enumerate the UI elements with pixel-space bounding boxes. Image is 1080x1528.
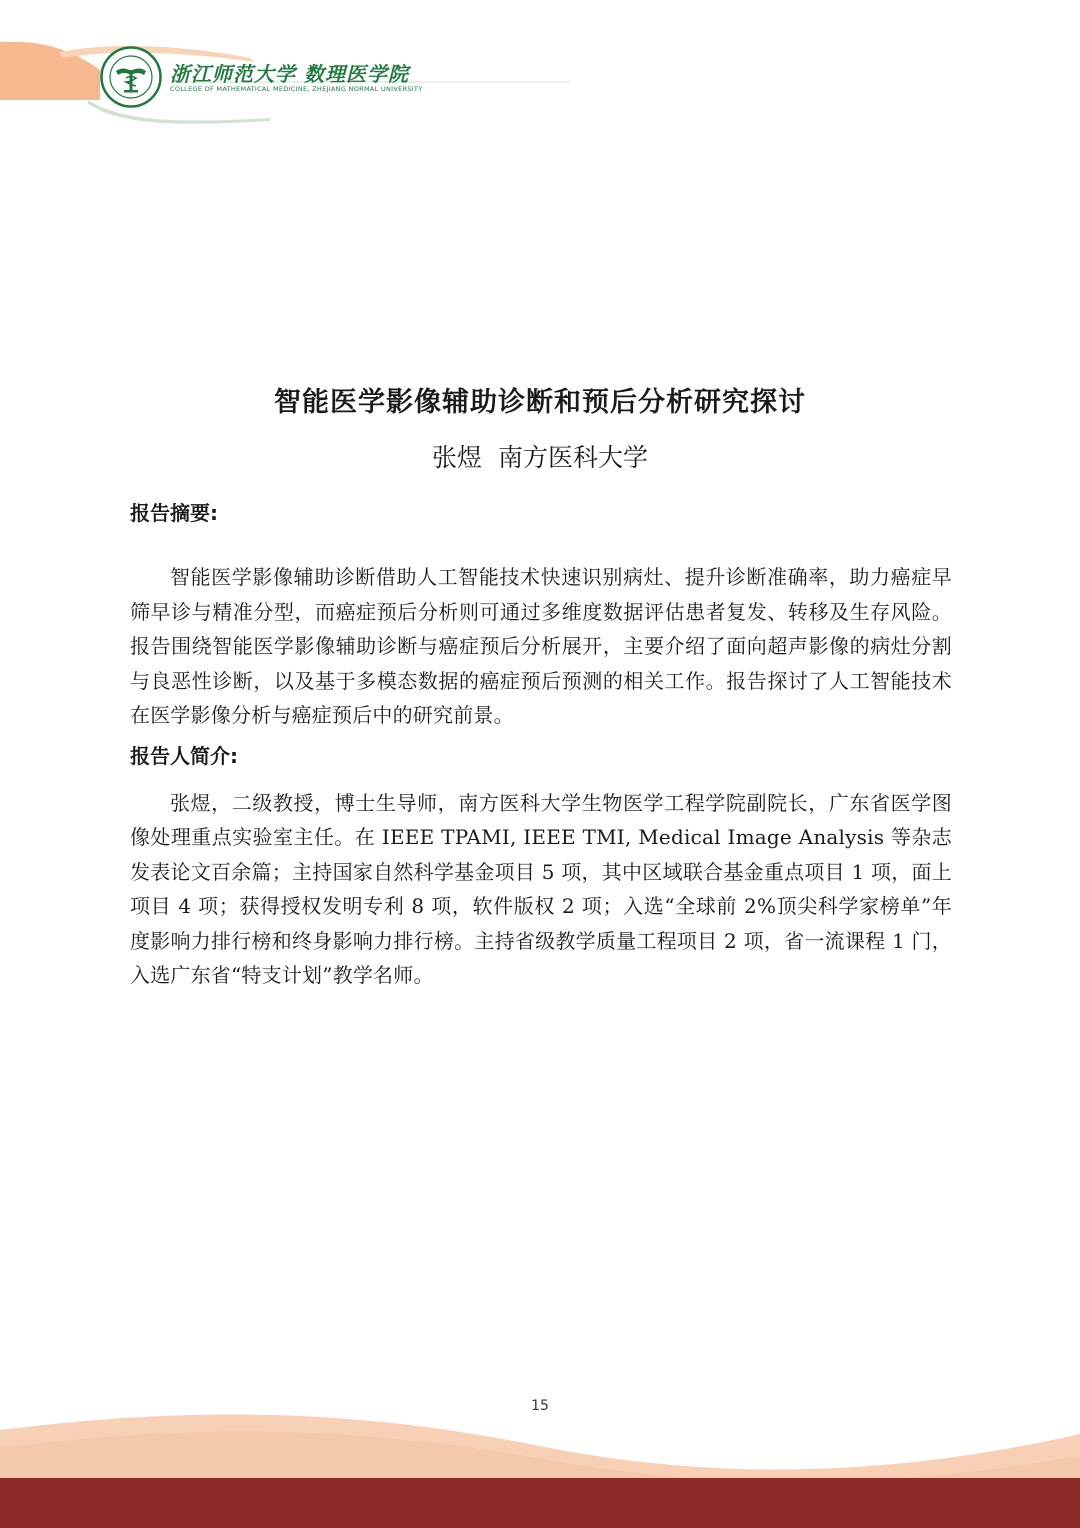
- report-title: 智能医学影像辅助诊断和预后分析研究探讨: [274, 387, 806, 418]
- abstract-text: 智能医学影像辅助诊断借助人工智能技术快速识别病灶、提升诊断准确率，助力癌症早筛早诊与精准分型，而癌症预后分析则可通过多维度数据评估患者复发、转移及生存风险。报告围绕智能医学影像辅助诊断与癌症预后分析展开，主要介绍了面向超声影像的病灶分割与良恶性诊断，以及基于多模态数据的癌症预后预测的相关工作。报告探讨了人工智能技术在医学影像分析与癌症预后中的研究前景。: [130, 565, 952, 727]
- speaker-byline: [0, 438, 1080, 474]
- bio-text: 张煜，二级教授，博士生导师，南方医科大学生物医学工程学院副院长，广东省医学图像处理重点实验室主任。在 IEEE TPAMI, IEEE TMI, Medical Image Analysis 等杂志发表论文百余篇；主持国家自然科学基金项目 5 项，其中区域联合基金重点项目 1 项，面上项目 4 项；获得授权发明专利 8 项，软件版权 2 项；入选“全球前 2%顶尖科学家榜单”年度影响力排行榜和终身影响力排行榜。主持省级教学质量工程项目 2 项，省一流课程 1 门，入选广东省“特支计划”教学名师。: [130, 790, 952, 987]
- speaker-affiliation: 南方医科大学: [498, 443, 649, 472]
- header-decoration: [0, 0, 1080, 140]
- speaker-name: 张煜: [431, 443, 482, 472]
- abstract-heading: 报告摘要:: [130, 501, 218, 525]
- university-seal-icon: [100, 46, 162, 108]
- footer-decoration: [0, 1410, 1080, 1528]
- document-body: [130, 496, 952, 993]
- page-number: 15: [531, 1398, 549, 1414]
- institution-name-en: COLLEGE OF MATHEMATICAL MEDICINE, ZHEJIANG NORMAL UNIVERSITY: [170, 85, 423, 93]
- institution-name-cn: 浙江师范大学 数理医学院: [170, 62, 409, 86]
- bio-heading: 报告人简介:: [130, 743, 238, 768]
